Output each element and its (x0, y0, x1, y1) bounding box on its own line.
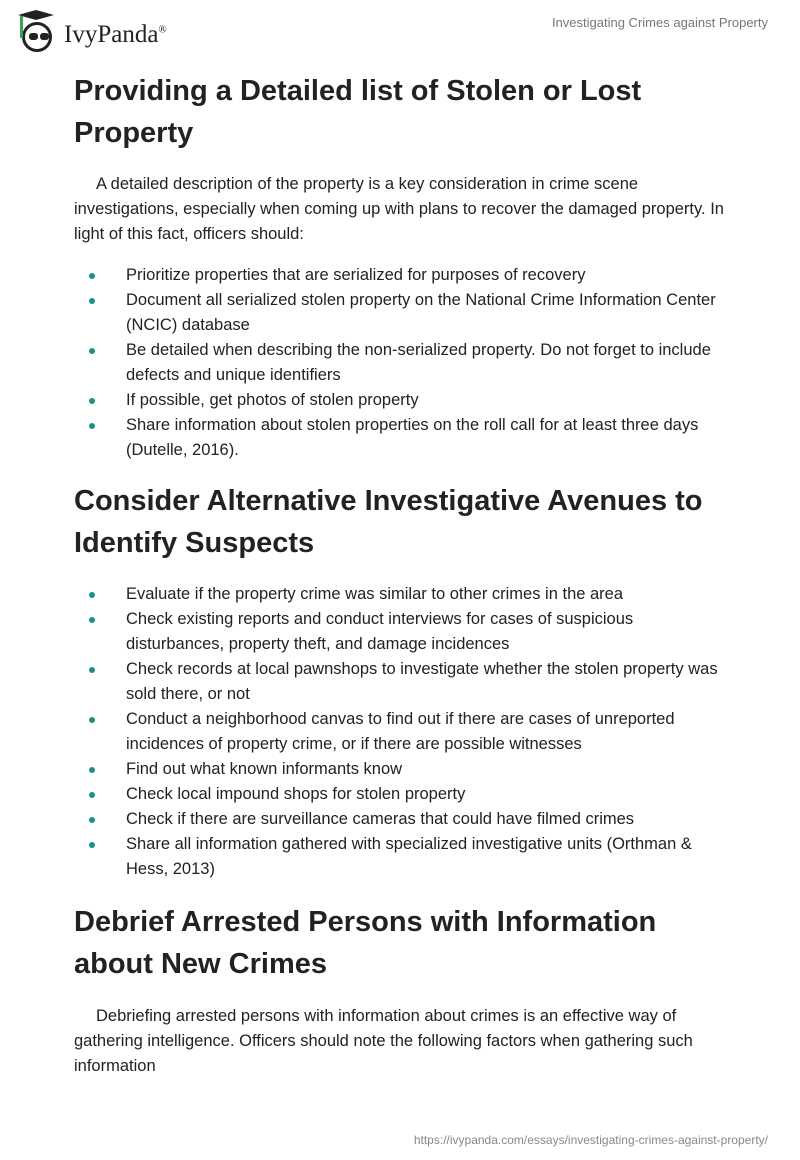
list-item: Share all information gathered with specialized investigative units (Orthman & Hess, 2013) (74, 832, 734, 882)
ivypanda-logo[interactable] (14, 10, 167, 54)
list-item: Conduct a neighborhood canvas to find out if there are cases of unreported incidences of property crime, or if there are possible witnesses (74, 707, 734, 757)
section-debrief (74, 901, 734, 1079)
section-heading: Consider Alternative Investigative Avenues to Identify Suspects (74, 485, 703, 559)
section-stolen-property (74, 70, 734, 463)
list-item: Prioritize properties that are serialized for purposes of recovery (74, 263, 734, 288)
bullet-list (74, 263, 734, 463)
list-item: Share information about stolen properties on the roll call for at least three days (Dutelle, 2016). (74, 413, 734, 463)
list-item: Evaluate if the property crime was similar to other crimes in the area (74, 582, 734, 607)
section-heading: Providing a Detailed list of Stolen or Lost Property (74, 75, 642, 149)
section-heading: Debrief Arrested Persons with Information about New Crimes (74, 906, 657, 980)
bullet-list (74, 582, 734, 882)
list-item: If possible, get photos of stolen property (74, 388, 734, 413)
list-item: Check records at local pawnshops to investigate whether the stolen property was sold there, or not (74, 657, 734, 707)
article-content (74, 70, 734, 1079)
section-alternative-avenues (74, 480, 734, 882)
list-item: Check if there are surveillance cameras that could have filmed crimes (74, 807, 734, 832)
section-paragraph: Debriefing arrested persons with information about crimes is an effective way of gathering intelligence. Officers should note the following factors when gathering such information (74, 1007, 693, 1075)
list-item: Check existing reports and conduct interviews for cases of suspicious disturbances, property theft, and damage incidences (74, 607, 734, 657)
source-url[interactable]: https://ivypanda.com/essays/investigating-crimes-against-property/ (413, 1133, 768, 1147)
list-item: Find out what known informants know (74, 757, 734, 782)
list-item: Check local impound shops for stolen property (74, 782, 734, 807)
header-title: Investigating Crimes against Property (551, 15, 768, 30)
brand-name: IvyPanda® (64, 21, 167, 48)
section-paragraph: A detailed description of the property is a key consideration in crime scene investigations, especially when coming up with plans to recover the damaged property. In light of this fact, officers should: (74, 175, 724, 243)
list-item: Document all serialized stolen property on the National Crime Information Center (NCIC) database (74, 288, 734, 338)
list-item: Be detailed when describing the non-serialized property. Do not forget to include defects and unique identifiers (74, 338, 734, 388)
panda-logo-icon (14, 10, 58, 54)
